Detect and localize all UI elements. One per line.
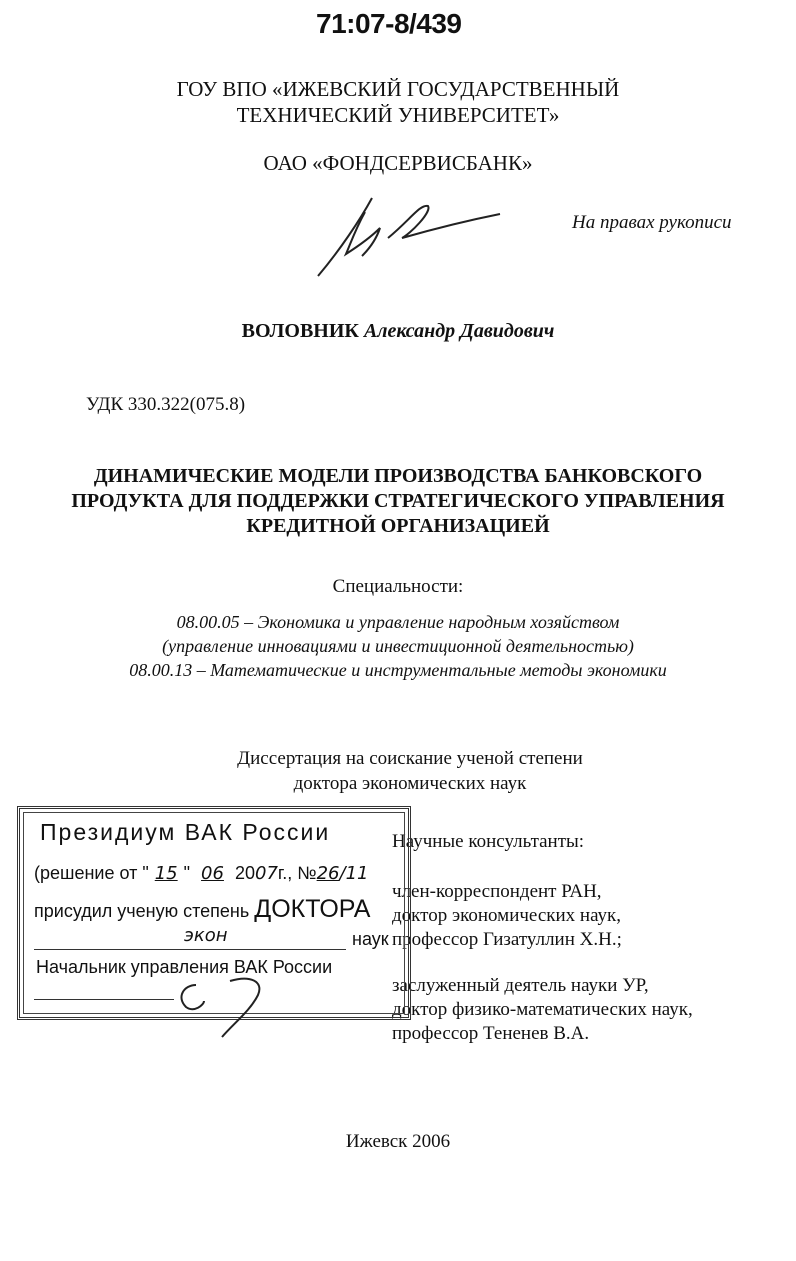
consultant-2-line-1: заслуженный деятель науки УР, xyxy=(392,975,649,996)
consultant-1 xyxy=(392,880,622,952)
stamp-month: 06 xyxy=(201,863,224,884)
stamp-signature xyxy=(160,971,300,1041)
consultant-2-line-3: профессор Тененев В.А. xyxy=(392,1023,590,1044)
stamp-degree: ДОКТОРА xyxy=(254,895,371,923)
author-surname: ВОЛОВНИК xyxy=(241,320,359,342)
manuscript-note: На правах рукописи xyxy=(572,212,732,233)
specialties-list xyxy=(0,610,796,682)
degree-line-1: Диссертация на соискание ученой степени xyxy=(237,748,583,769)
stamp-awarded-prefix: присудил ученую степень xyxy=(34,901,250,921)
archive-code: 71:07-8/439 xyxy=(316,8,462,39)
stamp-number-suffix: /11 xyxy=(339,863,369,884)
author-given-names: Александр Давидович xyxy=(363,320,555,342)
degree-line-2: доктора экономических наук xyxy=(293,773,527,794)
stamp-head: Начальник управления ВАК России xyxy=(36,957,333,977)
consultant-2 xyxy=(392,974,693,1046)
title-line-1: ДИНАМИЧЕСКИЕ МОДЕЛИ ПРОИЗВОДСТВА БАНКОВСКОГО xyxy=(93,465,703,487)
stamp-signature-line xyxy=(34,999,174,1000)
stamp-decision-prefix: (решение от " xyxy=(34,863,149,883)
stamp-day: 15 xyxy=(154,863,178,884)
vak-stamp xyxy=(17,806,411,1020)
stamp-number: 26 xyxy=(316,863,340,884)
consultant-1-line-3: профессор Гизатуллин Х.Н.; xyxy=(392,929,622,950)
stamp-quote: " xyxy=(183,863,191,883)
stamp-field: экон xyxy=(184,925,228,946)
stamp-field-suffix: наук xyxy=(352,929,389,949)
university-name xyxy=(0,76,796,128)
title-line-2: ПРОДУКТА ДЛЯ ПОДДЕРЖКИ СТРАТЕГИЧЕСКОГО УПРАВЛЕНИЯ xyxy=(71,490,725,512)
stamp-awarded-line xyxy=(34,895,370,924)
consultant-2-line-2: доктор физико-математических наук, xyxy=(392,999,693,1020)
stamp-title: Президиум ВАК России xyxy=(40,819,331,845)
stamp-year-suffix: г., № xyxy=(277,863,317,883)
udk-code: УДК 330.322(075.8) xyxy=(86,394,246,415)
author-name xyxy=(0,320,796,343)
university-line-2: ТЕХНИЧЕСКИЙ УНИВЕРСИТЕТ» xyxy=(236,103,560,127)
title-line-3: КРЕДИТНОЙ ОРГАНИЗАЦИЕЙ xyxy=(246,515,550,537)
specialties-heading: Специальности: xyxy=(332,576,464,597)
stamp-decision-line xyxy=(34,863,368,884)
specialty-1-note: (управление инновациями и инвестиционной деятельностью) xyxy=(162,636,634,656)
stamp-year-prefix: 20 xyxy=(234,863,255,883)
university-line-1: ГОУ ВПО «ИЖЕВСКИЙ ГОСУДАРСТВЕННЫЙ xyxy=(176,77,620,101)
degree-statement xyxy=(200,746,620,796)
consultants-heading: Научные консультанты: xyxy=(392,831,585,852)
specialty-1: 08.00.05 – Экономика и управление народным хозяйством xyxy=(176,612,620,632)
stamp-field-line xyxy=(34,925,346,950)
dissertation-title xyxy=(0,464,796,539)
author-signature xyxy=(310,190,510,282)
specialty-2: 08.00.13 – Математические и инструментальные методы экономики xyxy=(129,660,667,680)
stamp-year: 07 xyxy=(255,863,278,884)
bank-name: ОАО «ФОНДСЕРВИСБАНК» xyxy=(263,151,533,175)
consultant-1-line-2: доктор экономических наук, xyxy=(392,905,622,926)
consultant-1-line-1: член-корреспондент РАН, xyxy=(392,881,602,902)
city-year: Ижевск 2006 xyxy=(345,1131,451,1152)
